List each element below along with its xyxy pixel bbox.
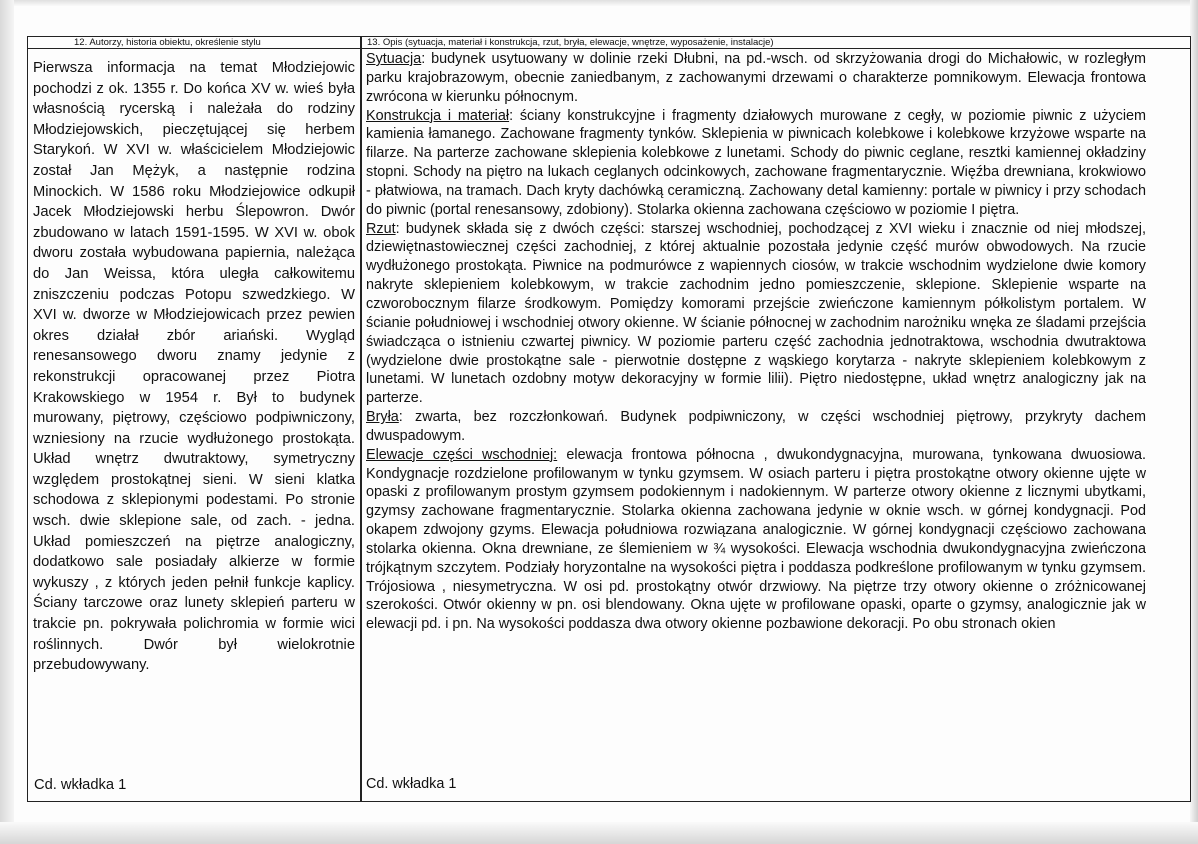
section-heading: Bryła: [366, 409, 399, 426]
left-column-header: 12. Autorzy, historia obiektu, określenie stylu: [74, 37, 261, 48]
section-heading: Konstrukcja i materiał: [366, 107, 510, 124]
section-elevations: [366, 446, 1146, 634]
scan-shadow-right: [1190, 0, 1198, 844]
history-paragraph: Pierwsza informacja na temat Młodziejowic pochodzi z ok. 1355 r. Do końca XV w. wieś była własnością rycerską i należała do rodziny Młodziejowskich, pieczętującej się herbem Starykoń. W XVI w. właścicielem Młodziejowic został Jan Mężyk, a następnie rodzina Minockich. W 1586 roku Młodziejowice odkupił Jacek Młodziejowski herbu Ślepowron. Dwór zbudowano w latach 1591-1595. W XVI w. obok dworu została wybudowana papiernia, należąca do Jan Weissa, która uległa całkowitemu zniszczeniu podczas Potopu szwedzkiego. W XVI w. dworze w Młodziejowicach przez pewien okres działał zbór ariański. Wygląd renesansowego dworu znamy jedynie z rekonstrukcji opracowanej przez Piotra Krakowskiego w 1954 r. Był to budynek murowany, piętrowy, częściowo podpiwniczony, wzniesiony na rzucie wydłużonego prostokąta. Układ wnętrz dwutraktowy, symetryczny względem prostokątnej sieni. W sieni klatka schodowa z sklepionymi podestami. Po stronie wsch. dwie sklepione sale, od zach. - jedna. Układ pomieszczeń na piętrze analogiczny, dodatkowo sale posiadały alkierze w formie wykuszy , z których jeden pełnił funkcje kaplicy. Ściany tarczowe oraz lunety sklepień parteru w trakcie pn. pokrywała polichromia w formie wici roślinnych. Dwór był wielokrotnie przebudowywany.: [33, 60, 355, 674]
scan-shadow-left: [0, 0, 14, 844]
history-text-column: [33, 58, 355, 676]
section-body: : ściany konstrukcyjne i fragmenty działowych murowane z cegły, w poziomie piwnic z użyciem kamienia łamanego. Zachowane fragmenty tynków. Sklepienia w piwnicach kolebkowe i kolebkowe krzyżowe wsparte na filarze. Na parterze zachowane sklepienia kolebkowe z lunetami. Schody do piwnic ceglane, resztki kamiennej okładziny stopni. Schody na piętro na lukach ceglanych odcinkowych, zachowane fragmentarycznie. Więźba drewniana, krokwiowo - płatwiowa, na tramach. Dach kryty dachówką ceramiczną. Zachowany detal kamienny: portale w piwnicy i przy schodach do piwnic (portal renesansowy, zdobiony). Stolarka okienna zachowana częściowo w poziomie I piętra.: [366, 107, 1147, 218]
right-continuation-note: Cd. wkładka 1: [366, 776, 457, 792]
section-mass: [366, 408, 1146, 446]
description-text-column: [366, 50, 1146, 634]
section-body: : budynek składa się z dwóch części: starszej wschodniej, pochodzącej z XVI wieku i znacznie od niej młodszej, dziewiętnastowiecznej części zachodniej, z której aktualnie pozostała jedynie część murów obwodowych. Na rzucie wydłużonego prostokąta. Piwnice na podmurówce z wapiennych ciosów, w trakcie wschodnim wydzielone dwie komory nakryte sklepieniem kolebkowym, w trakcie zachodnim jedno pomieszczenie, sklepione. Sklepienie wsparte na czworobocznym filarze środkowym. Pomiędzy komorami przejście zwieńczone kamiennym półkolistym portalem. W ścianie południowej i wschodniej otwory okienne. W ścianie północnej w zachodnim narożniku wnęka ze śladami przejścia świadcząca o istnieniu czwartej piwnicy. W poziomie parteru część zachodnia jednotraktowa, wschodnia dwutraktowa (wydzielone dwie prostokątne sale - pierwotnie dostępne z wąskiego korytarza - nakryte sklepieniem kolebkowym z lunetami. W lunetach ozdobny motyw dekoracyjny w formie lilii). Piętro niedostępne, układ wnętrz analogiczny jak na parterze.: [366, 220, 1146, 407]
section-heading: Sytuacja: [366, 51, 422, 67]
column-divider: [360, 36, 362, 802]
right-column-header: 13. Opis (sytuacja, materiał i konstrukcja, rzut, bryła, elewacje, wnętrze, wyposażenie, instalacje): [367, 37, 774, 48]
section-heading: Rzut: [366, 220, 396, 237]
left-continuation-note: Cd. wkładka 1: [34, 777, 127, 793]
section-construction: [366, 107, 1146, 220]
section-situation: [366, 50, 1146, 107]
scan-shadow-bottom: [0, 822, 1198, 844]
section-heading: Elewacje części wschodniej:: [366, 446, 558, 463]
scan-shadow-top: [0, 0, 1198, 6]
section-body: : zwarta, bez rozczłonkowań. Budynek podpiwniczony, w części wschodniej piętrowy, przykryty dachem dwuspadowym.: [366, 409, 1146, 444]
section-plan: [366, 220, 1146, 408]
header-rule: [27, 48, 1191, 49]
section-body: elewacja frontowa północna , dwukondygnacyjna, murowana, tynkowana dwuosiowa. Kondygnacje rozdzielone profilowanym w tynku gzymsem. W osiach parteru i piętra prostokątne otwory okienne ujęte w opaski z profilowanym prostym gzymsem podokiennym i nadokiennym. W parterze otwory okienne z licznymi ubytkami, gzymsy zachowane fragmentarycznie. Stolarka okienna zachowana jedynie w oknie wsch. w górnej kondygnacji. Pod okapem zdwojony gzyms. Elewacja południowa rozwiązana analogicznie. W górnej kondygnacji częściowo zachowana stolarka okienna. Okna drewniane, ze ślemieniem w ¾ wysokości. Elewacja wschodnia dwukondygnacyjna zwieńczona trójkątnym szczytem. Podziały horyzontalne na wysokości piętra i poddasza podkreślone profilowanym w tynku gzymsem. Trójosiowa , niesymetryczna. W osi pd. prostokątny otwór drzwiowy. Na piętrze trzy otwory okienne o zróżnicowanej szerokości. Otwór okienny w pn. osi blendowany. Okna ujęte w profilowane opaski, oparte o gzymsy, analogicznie jak w elewacji pd. i pn. Na wysokości poddasza dwa otwory okienne pozbawione dekoracji. Po obu stronach okien: [366, 446, 1147, 633]
section-body: : budynek usytuowany w dolinie rzeki Dłubni, na pd.-wsch. od skrzyżowania drogi do Michałowic, w rozległym parku krajobrazowym, obecnie zaniedbanym, z zachowanymi drzewami o charakterze pomnikowym. Elewacja frontowa zwrócona w kierunku północnym.: [366, 51, 1146, 105]
